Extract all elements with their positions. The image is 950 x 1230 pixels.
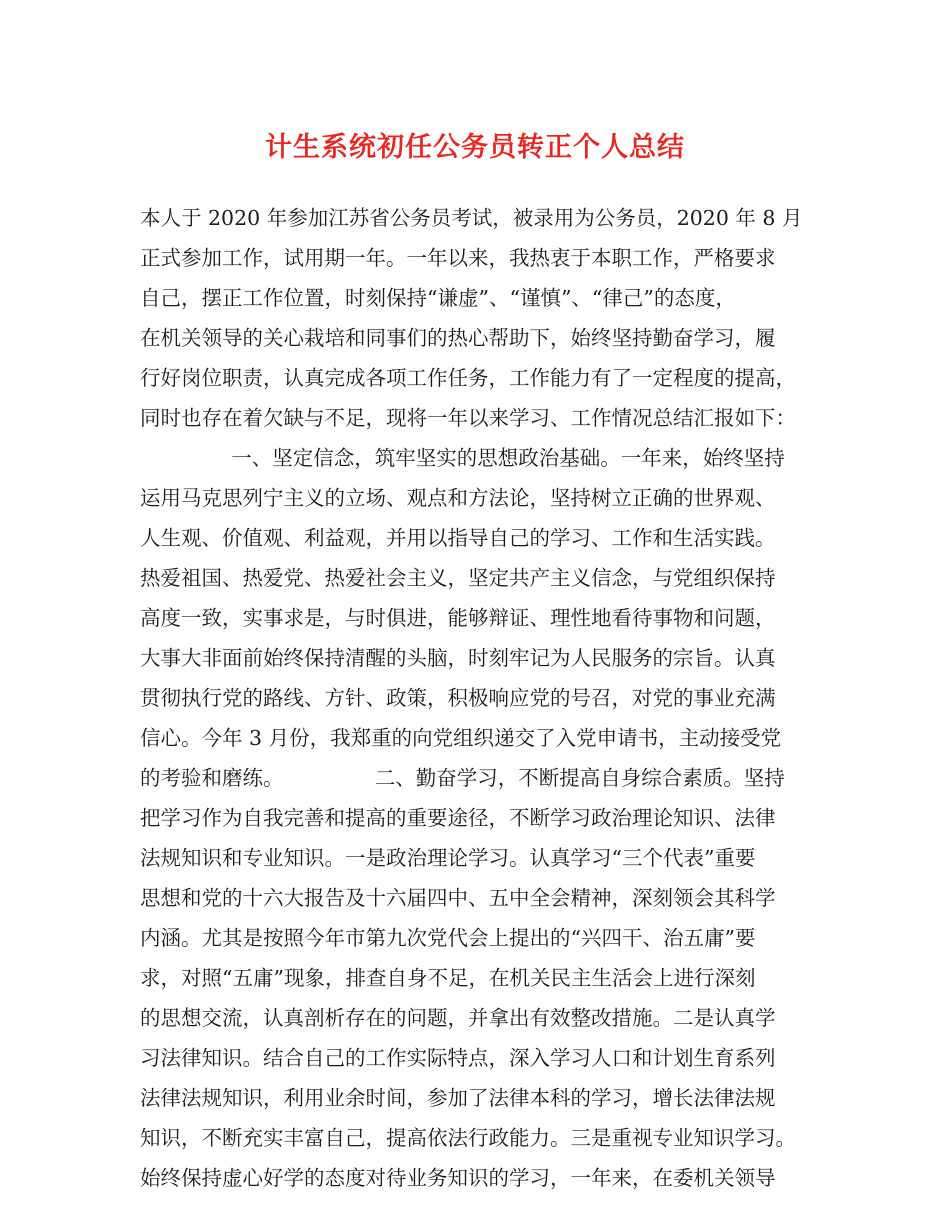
document-line: 求，对照“五庸”现象，排查自身不足，在机关民主生活会上进行深刻 (140, 966, 756, 990)
document-body (140, 198, 840, 1198)
document-line: 始终保持虚心好学的态度对待业务知识的学习，一年来，在委机关领导 (140, 1166, 776, 1190)
document-line: 在机关领导的关心栽培和同事们的热心帮助下，始终坚持勤奋学习，履 (140, 326, 776, 350)
document-line: 习法律知识。结合自己的工作实际特点，深入学习人口和计划生育系列 (140, 1046, 776, 1070)
document-line: 高度一致，实事求是，与时俱进，能够辩证、理性地看待事物和问题， (140, 606, 776, 630)
document-line: 把学习作为自我完善和提高的重要途径，不断学习政治理论知识、法律 (140, 806, 776, 830)
document-line: 同时也存在着欠缺与不足，现将一年以来学习、工作情况总结汇报如下： (140, 406, 796, 430)
document-line: 知识，不断充实丰富自己，提高依法行政能力。三是重视专业知识学习。 (140, 1126, 796, 1150)
document-line: 的考验和磨练。 二、勤奋学习，不断提高自身综合素质。坚持 (140, 766, 785, 790)
document-line: 本人于 2020 年参加江苏省公务员考试，被录用为公务员，2020 年 8 月 (140, 206, 803, 230)
document-line: 人生观、价值观、利益观，并用以指导自己的学习、工作和生活实践。 (140, 526, 776, 550)
document-line: 贯彻执行党的路线、方针、政策，积极响应党的号召，对党的事业充满 (140, 686, 776, 710)
document-line: 自己，摆正工作位置，时刻保持“谦虚”、“谨慎”、“律己”的态度， (140, 286, 736, 310)
document-line: 内涵。尤其是按照今年市第九次党代会上提出的“兴四干、治五庸”要 (140, 926, 756, 950)
document-line: 法律法规知识，利用业余时间，参加了法律本科的学习，增长法律法规 (140, 1086, 776, 1110)
document-line: 热爱祖国、热爱党、热爱社会主义，坚定共产主义信念，与党组织保持 (140, 566, 776, 590)
document-line: 运用马克思列宁主义的立场、观点和方法论，坚持树立正确的世界观、 (140, 486, 776, 510)
document-line: 信心。今年 3 月份，我郑重的向党组织递交了入党申请书，主动接受党 (140, 726, 782, 750)
document-line: 的思想交流，认真剖析存在的问题，并拿出有效整改措施。二是认真学 (140, 1006, 776, 1030)
document-line: 一、坚定信念，筑牢坚实的思想政治基础。一年来，始终坚持 (140, 446, 785, 470)
document-line: 正式参加工作，试用期一年。一年以来，我热衷于本职工作，严格要求 (140, 246, 776, 270)
document-line: 思想和党的十六大报告及十六届四中、五中全会精神，深刻领会其科学 (140, 886, 776, 910)
document-line: 大事大非面前始终保持清醒的头脑，时刻牢记为人民服务的宗旨。认真 (140, 646, 776, 670)
document-line: 法规知识和专业知识。一是政治理论学习。认真学习“三个代表”重要 (140, 846, 756, 870)
document-title: 计生系统初任公务员转正个人总结 (265, 132, 685, 163)
document-line: 行好岗位职责，认真完成各项工作任务，工作能力有了一定程度的提高， (140, 366, 796, 390)
